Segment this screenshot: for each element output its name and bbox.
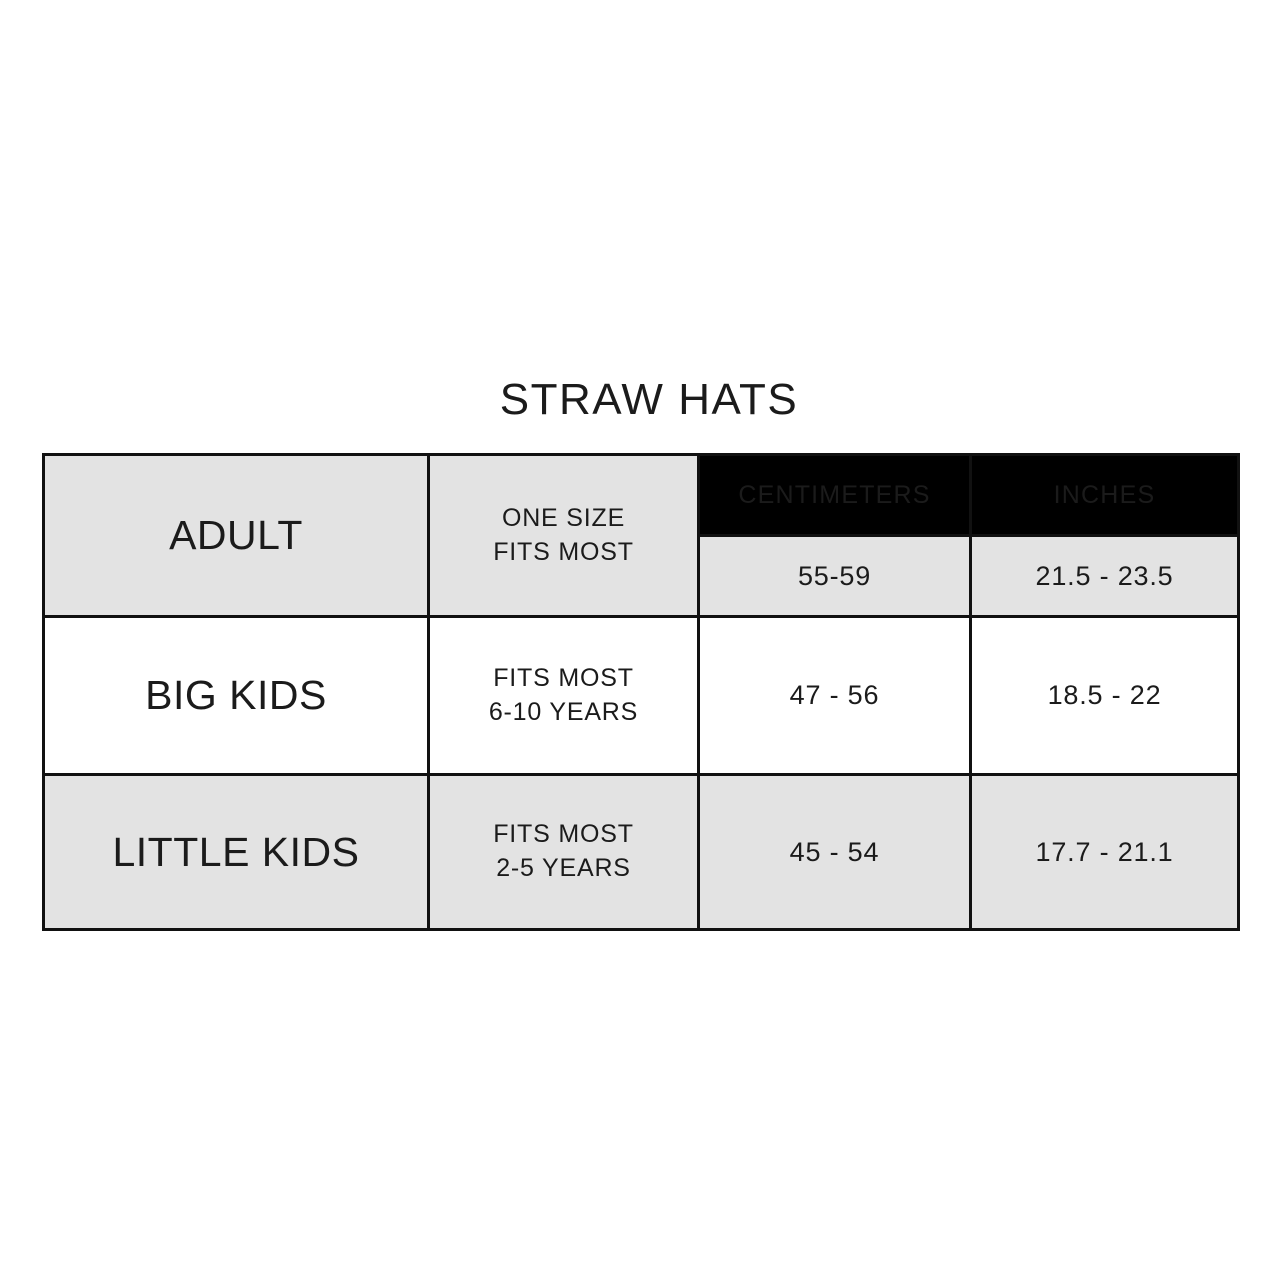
table-row xyxy=(44,617,1239,775)
cell-little-kids-centimeters: 45 - 54 xyxy=(699,775,971,930)
cell-little-kids-inches: 17.7 - 21.1 xyxy=(971,775,1239,930)
row-fit-big-kids-line1: FITS MOST xyxy=(493,663,634,692)
row-fit-big-kids xyxy=(429,617,699,775)
row-fit-little-kids-line2: 2-5 YEARS xyxy=(496,854,631,882)
row-fit-big-kids-line2: 6-10 YEARS xyxy=(488,697,639,726)
row-fit-little-kids xyxy=(429,775,699,930)
table-row xyxy=(44,775,1239,930)
cell-big-kids-centimeters: 47 - 56 xyxy=(699,617,971,775)
size-chart-container xyxy=(40,375,1240,931)
table-row xyxy=(44,455,1239,536)
row-fit-adult-line1: ONE SIZE xyxy=(501,503,626,532)
column-header-centimeters: CENTIMETERS xyxy=(699,455,971,536)
cell-big-kids-inches: 18.5 - 22 xyxy=(971,617,1239,775)
column-header-inches: INCHES xyxy=(971,455,1239,536)
row-fit-adult-line2: FITS MOST xyxy=(493,537,634,566)
row-category-adult: ADULT xyxy=(44,455,429,617)
chart-title: STRAW HATS xyxy=(499,375,799,424)
cell-adult-inches: 21.5 - 23.5 xyxy=(971,536,1239,617)
row-fit-adult xyxy=(429,455,699,617)
row-category-big-kids: BIG KIDS xyxy=(44,617,429,775)
cell-adult-centimeters: 55-59 xyxy=(699,536,971,617)
size-chart-table xyxy=(42,453,1240,931)
row-category-little-kids: LITTLE KIDS xyxy=(44,775,429,930)
row-fit-little-kids-line1: FITS MOST xyxy=(493,820,634,849)
